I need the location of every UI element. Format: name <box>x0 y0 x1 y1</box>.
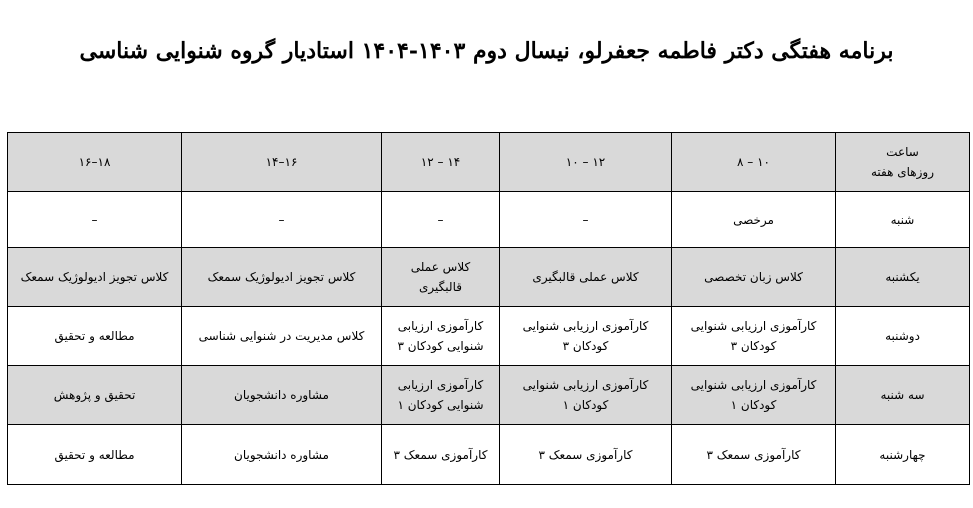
schedule-cell: مشاوره دانشجویان <box>182 366 382 425</box>
time-slot-header: ۱۶–۱۴ <box>182 133 382 192</box>
schedule-cell: کلاس زبان تخصصی <box>672 248 836 307</box>
weekdays-label: روزهای هفته <box>870 165 935 179</box>
time-slot-header: ۱۲ – ۱۰ <box>500 133 672 192</box>
schedule-cell: کارآموزی ارزیابی شنوایی کودکان ۱ <box>672 366 836 425</box>
day-cell: چهارشنبه <box>836 425 970 485</box>
schedule-cell: مرخصی <box>672 192 836 248</box>
schedule-cell: کلاس تجویز ادیولوژیک سمعک <box>182 248 382 307</box>
schedule-cell: – <box>500 192 672 248</box>
weekly-schedule-table <box>7 132 970 485</box>
header-row <box>8 133 970 192</box>
day-cell: سه شنبه <box>836 366 970 425</box>
table-row <box>8 307 970 366</box>
time-slot-header: ۱۰ – ۸ <box>672 133 836 192</box>
day-cell: شنبه <box>836 192 970 248</box>
schedule-cell: کلاس عملی قالبگیری <box>382 248 500 307</box>
schedule-cell: مطالعه و تحقیق <box>8 307 182 366</box>
table-row <box>8 248 970 307</box>
table-row <box>8 366 970 425</box>
schedule-cell: کارآموزی ارزیابی شنوایی کودکان ۱ <box>382 366 500 425</box>
schedule-cell: مطالعه و تحقیق <box>8 425 182 485</box>
schedule-cell: کلاس تجویز ادیولوژیک سمعک <box>8 248 182 307</box>
corner-header-cell <box>836 133 970 192</box>
time-slot-header: ۱۴ – ۱۲ <box>382 133 500 192</box>
schedule-cell: – <box>8 192 182 248</box>
schedule-cell: کارآموزی سمعک ۳ <box>382 425 500 485</box>
schedule-cell: کارآموزی ارزیابی شنوایی کودکان ۳ <box>500 307 672 366</box>
schedule-cell: کارآموزی ارزیابی شنوایی کودکان ۱ <box>500 366 672 425</box>
day-cell: یکشنبه <box>836 248 970 307</box>
schedule-cell: کلاس مدیریت در شنوایی شناسی <box>182 307 382 366</box>
hours-label: ساعت <box>886 145 919 159</box>
schedule-cell: مشاوره دانشجویان <box>182 425 382 485</box>
schedule-cell: کارآموزی سمعک ۳ <box>500 425 672 485</box>
table-row <box>8 192 970 248</box>
schedule-cell: – <box>182 192 382 248</box>
schedule-cell: کارآموزی سمعک ۳ <box>672 425 836 485</box>
schedule-cell: – <box>382 192 500 248</box>
table-row <box>8 425 970 485</box>
time-slot-header: ۱۸–۱۶ <box>8 133 182 192</box>
schedule-cell: کارآموزی ارزیابی شنوایی کودکان ۳ <box>382 307 500 366</box>
schedule-cell: کارآموزی ارزیابی شنوایی کودکان ۳ <box>672 307 836 366</box>
schedule-cell: کلاس عملی قالبگیری <box>500 248 672 307</box>
day-cell: دوشنبه <box>836 307 970 366</box>
schedule-cell: تحقیق و پژوهش <box>8 366 182 425</box>
page-title: برنامه هفتگی دکتر فاطمه جعفرلو، نیسال دوم ۱۴۰۳-۱۴۰۴ استادیار گروه شنوایی شناسی <box>79 38 894 64</box>
